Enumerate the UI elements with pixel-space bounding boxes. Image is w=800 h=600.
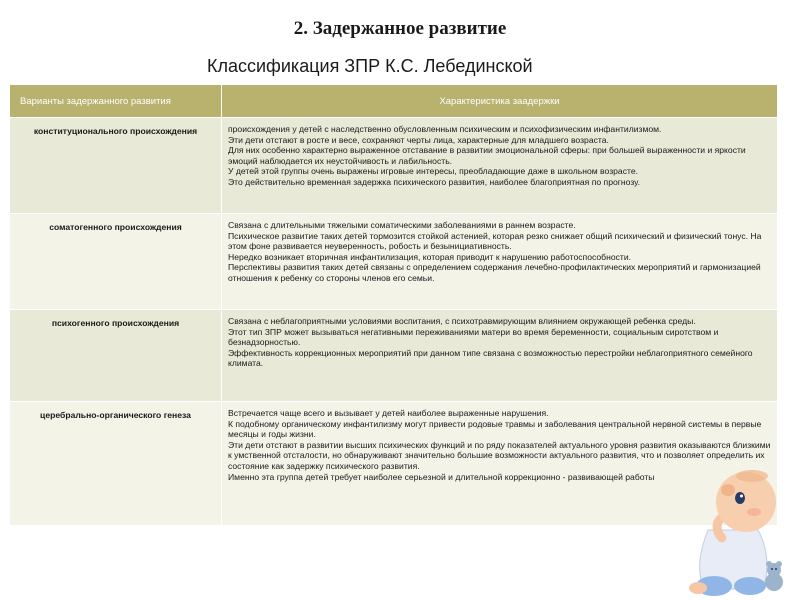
description-line: К подобному органическому инфантилизму могут привести родовые травмы и заболевания центральной нервной системы в первые месяцы и годы жизни. [228,418,762,440]
slide-heading: 2. Задержанное развитие [293,18,507,39]
column-header-characteristics: Характеристика заадержки [222,85,778,118]
variant-cell: соматогенного происхождения [10,214,222,310]
description-line: Нередко возникает вторичная инфантилизация, которая приводит к нарушению работоспособности. [228,251,632,262]
description-line: Перспективы развития таких детей связаны с определением содержания лечебно-профилактических мероприятий и гармонизацией отношения к ребенку со стороны членов его семьи. [228,262,761,283]
variant-cell: конституционального происхождения [10,118,222,214]
description-cell [222,118,778,214]
description-line: Этот тип ЗПР может вызываться негативными переживаниями матери во время беременности, социальным сиротством и безнадзорностью. [228,326,719,348]
variant-cell: психогенного происхождения [10,310,222,402]
variant-cell: церебрально-органического генеза [10,402,222,526]
description-line: Эффективность коррекционных мероприятий при данном типе связана с возможностью перестройки неблагоприятного семейного климата. [228,347,753,369]
description-line: Именно эта группа детей требует наиболее серьезной и длительной коррекционно - развивающей работы [228,471,655,482]
baby-illustration [670,460,798,600]
description-line: Психическое развитие таких детей тормозится стойкой астенией, которая резко снижает общий психический и физический тонус. На этом фоне развивается неуверенность, робость и безынициативность. [228,230,762,252]
slide-subheading: Классификация ЗПР К.С. Лебединской [207,56,533,76]
description-line: происхождения у детей с наследственно обусловленным психическим и психофизическим инфантилизмом. [228,124,662,134]
table-row [10,118,778,214]
table-row [10,310,778,402]
description-line: Это действительно временная задержка психического развития, наиболее благоприятная по прогнозу. [228,176,640,187]
description-cell [222,310,778,402]
description-line: Встречается чаще всего и вызывает у детей наиболее выраженные нарушения. [228,408,549,418]
description-cell [222,214,778,310]
column-header-variants: Варианты задержанного развития [10,85,222,118]
description-line: Для них особенно характерно выраженное отставание в развитии эмоциональной сферы: при большей выраженности и яркости эмоций наблюдается их неустойчивость и лабильность. [228,145,746,166]
table-row [10,214,778,310]
description-line: У детей этой группы очень выражены игровые интересы, преобладающие даже в школьном возрасте. [228,166,638,177]
description-line: Связана с длительными тяжелыми соматическими заболеваниями в раннем возрасте. [228,220,576,230]
table-header-row [10,85,778,118]
description-line: Связана с неблагоприятными условиями воспитания, с психотравмирующим влиянием окружающей ребенка среды. [228,316,696,326]
description-line: Эти дети отстают в развитии высших психических функций и по ряду показателей актуального уровня развития оказываются близкими к умственной отсталости, но обнаруживают значительно большие возможности актуального развития, что и позволяет определить их состояние как задержку психического развития. [228,439,771,471]
classification-table [9,84,778,526]
table-row [10,402,778,526]
description-line: Эти дети отстают в росте и весе, сохраняют черты лица, характерные для младшего возраста. [228,134,609,145]
